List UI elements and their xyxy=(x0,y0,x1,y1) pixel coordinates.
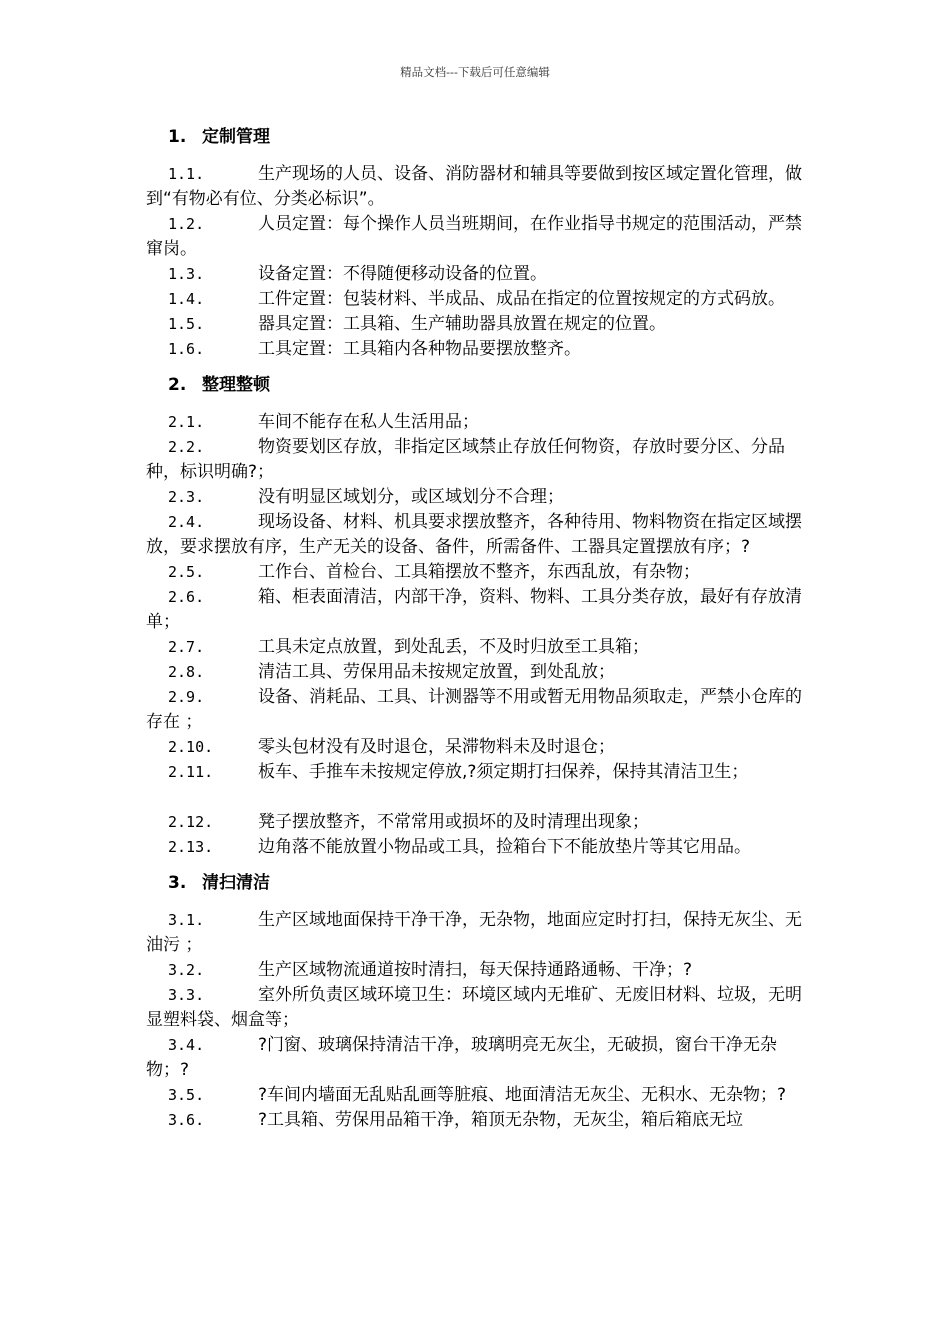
section-title: 定制管理 xyxy=(202,127,270,147)
item-text: 工件定置：包装材料、半成品、成品在指定的位置按规定的方式码放。 xyxy=(258,289,785,309)
item-text: 现场设备、材料、机具要求摆放整齐，各种待用、物料物资在指定区域摆放，要求摆放有序，生产无关的设备、备件，所需备件、工器具定置摆放有序；? xyxy=(146,512,802,557)
item-number: 2.13. xyxy=(168,838,214,856)
item-number: 3.3. xyxy=(168,986,205,1004)
list-item xyxy=(146,435,816,485)
list-item xyxy=(146,735,816,760)
item-text: ?工具箱、劳保用品箱干净，箱顶无杂物，无灰尘，箱后箱底无垃 xyxy=(258,1110,744,1130)
item-text: 凳子摆放整齐，不常常用或损坏的及时清理出现象； xyxy=(258,812,649,832)
list-item xyxy=(146,835,816,860)
item-number: 2.2. xyxy=(168,438,205,456)
item-number: 1.5. xyxy=(168,315,205,333)
document-body xyxy=(146,125,816,1144)
item-number: 2.9. xyxy=(168,688,205,706)
list-item xyxy=(146,908,816,958)
list-item xyxy=(146,660,816,685)
list-item xyxy=(146,760,816,785)
section-title: 整理整顿 xyxy=(202,375,270,395)
item-text: 边角落不能放置小物品或工具，捡箱台下不能放垫片等其它用品。 xyxy=(258,837,751,857)
item-text: 零头包材没有及时退仓，呆滞物料未及时退仓； xyxy=(258,737,615,757)
item-text: 板车、手推车未按规定停放,?须定期打扫保养，保持其清洁卫生； xyxy=(258,762,749,782)
item-text: 清洁工具、劳保用品未按规定放置，到处乱放； xyxy=(258,662,615,682)
item-number: 1.1. xyxy=(168,165,205,183)
item-number: 3.1. xyxy=(168,911,205,929)
item-text: 人员定置：每个操作人员当班期间，在作业指导书规定的范围活动，严禁窜岗。 xyxy=(146,214,802,259)
section-3 xyxy=(146,871,816,1133)
list-item xyxy=(146,585,816,635)
list-item xyxy=(146,510,816,560)
item-text: 工作台、首检台、工具箱摆放不整齐，东西乱放，有杂物； xyxy=(258,562,700,582)
item-number: 1.3. xyxy=(168,265,205,283)
item-number: 2.12. xyxy=(168,813,214,831)
list-item xyxy=(146,1083,816,1108)
item-text: 生产区域物流通道按时清扫，每天保持通路通畅、干净；? xyxy=(258,960,693,980)
list-item xyxy=(146,312,816,337)
list-item xyxy=(146,162,816,212)
list-item xyxy=(146,410,816,435)
item-number: 2.8. xyxy=(168,663,205,681)
item-text: ?车间内墙面无乱贴乱画等脏痕、地面清洁无灰尘、无积水、无杂物；? xyxy=(258,1085,787,1105)
item-text: 生产现场的人员、设备、消防器材和辅具等要做到按区域定置化管理，做到“有物必有位、分类必标识”。 xyxy=(146,164,802,209)
item-text: 器具定置：工具箱、生产辅助器具放置在规定的位置。 xyxy=(258,314,666,334)
item-text: 设备定置：不得随便移动设备的位置。 xyxy=(258,264,547,284)
item-text: ?门窗、玻璃保持清洁干净，玻璃明亮无灰尘，无破损，窗台干净无杂物；? xyxy=(146,1035,778,1080)
list-item xyxy=(146,958,816,983)
item-number: 2.10. xyxy=(168,738,214,756)
section-number: 1. xyxy=(168,127,187,147)
item-text: 箱、柜表面清洁，内部干净，资料、物料、工具分类存放，最好有存放清单； xyxy=(146,587,802,632)
item-text: 设备、消耗品、工具、计测器等不用或暂无用物品须取走，严禁小仓库的存在 ； xyxy=(146,687,802,732)
section-title: 清扫清洁 xyxy=(202,873,270,893)
item-number: 1.2. xyxy=(168,215,205,233)
list-item xyxy=(146,810,816,835)
item-number: 3.5. xyxy=(168,1086,205,1104)
item-number: 1.6. xyxy=(168,340,205,358)
list-item xyxy=(146,983,816,1033)
section-1 xyxy=(146,125,816,362)
list-item xyxy=(146,560,816,585)
item-text: 没有明显区域划分，或区域划分不合理； xyxy=(258,487,564,507)
list-item xyxy=(146,212,816,262)
section-2 xyxy=(146,373,816,860)
section-heading xyxy=(168,373,816,398)
list-item xyxy=(146,485,816,510)
section-heading xyxy=(168,125,816,150)
section-number: 3. xyxy=(168,873,187,893)
item-number: 2.3. xyxy=(168,488,205,506)
item-number: 2.1. xyxy=(168,413,205,431)
page-header: 精品文档---下载后可任意编辑 xyxy=(400,65,550,79)
item-number: 3.2. xyxy=(168,961,205,979)
section-heading xyxy=(168,871,816,896)
item-number: 1.4. xyxy=(168,290,205,308)
list-item xyxy=(146,685,816,735)
list-item xyxy=(146,635,816,660)
item-text: 工具未定点放置，到处乱丢，不及时归放至工具箱； xyxy=(258,637,649,657)
item-number: 2.5. xyxy=(168,563,205,581)
item-number: 2.11. xyxy=(168,763,214,781)
section-number: 2. xyxy=(168,375,187,395)
list-item xyxy=(146,262,816,287)
item-number: 2.6. xyxy=(168,588,205,606)
item-text: 室外所负责区域环境卫生：环境区域内无堆矿、无废旧材料、垃圾，无明显塑料袋、烟盒等； xyxy=(146,985,802,1030)
item-number: 3.6. xyxy=(168,1111,205,1129)
item-text: 车间不能存在私人生活用品； xyxy=(258,412,479,432)
list-item xyxy=(146,1033,816,1083)
item-number: 3.4. xyxy=(168,1036,205,1054)
list-item xyxy=(146,1108,816,1133)
list-item xyxy=(146,287,816,312)
item-number: 2.7. xyxy=(168,638,205,656)
item-text: 工具定置：工具箱内各种物品要摆放整齐。 xyxy=(258,339,581,359)
item-number: 2.4. xyxy=(168,513,205,531)
item-text: 物资要划区存放，非指定区域禁止存放任何物资，存放时要分区、分品种，标识明确?； xyxy=(146,437,785,482)
list-item xyxy=(146,337,816,362)
item-text: 生产区域地面保持干净干净，无杂物，地面应定时打扫，保持无灰尘、无油污 ； xyxy=(146,910,802,955)
